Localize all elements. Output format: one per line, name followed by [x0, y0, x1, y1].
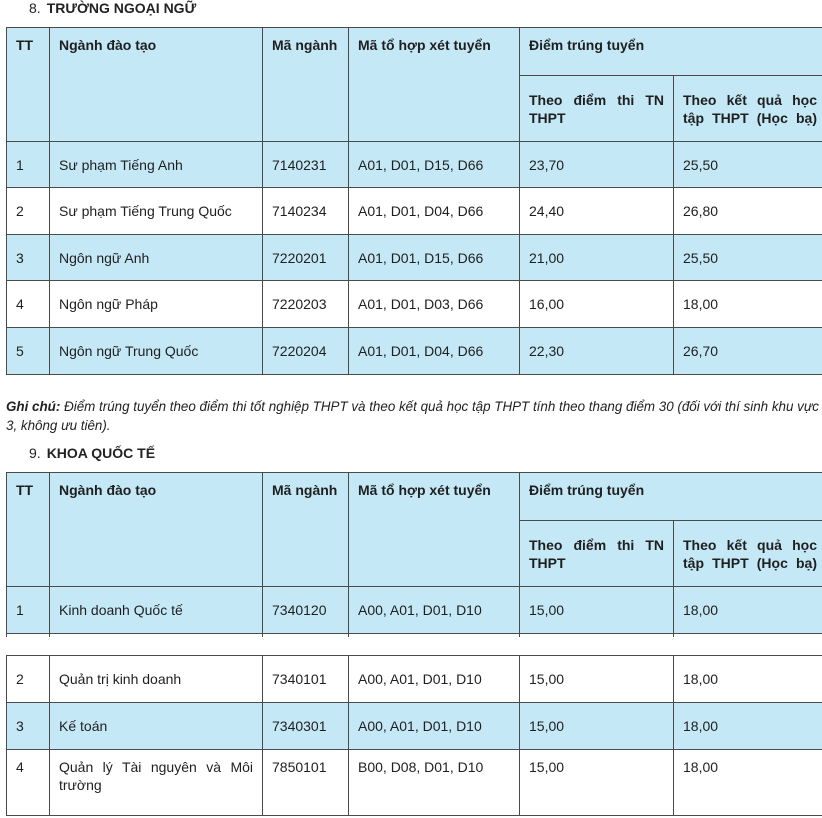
cell-tt: 3	[7, 703, 50, 750]
cell-exam: 15,00	[520, 587, 674, 634]
cell-major: Ngôn ngữ Anh	[50, 235, 263, 281]
cell-combo: A01, D01, D03, D66	[349, 281, 520, 328]
cell-code: 7140234	[263, 188, 349, 235]
cell-tt: 4	[7, 281, 50, 328]
cell-code: 7220204	[263, 328, 349, 375]
section-8-title: TRƯỜNG NGOẠI NGỮ	[46, 0, 197, 16]
cell-combo: B00, D08, D01, D10	[349, 750, 520, 816]
note-paragraph	[6, 397, 822, 435]
cell-combo: A00, A01, D01, D10	[349, 587, 520, 634]
header-combo: Mã tổ hợp xét tuyển	[349, 28, 520, 142]
cell-code: 7340101	[263, 656, 349, 703]
cell-code: 7340120	[263, 587, 349, 634]
cell-tt: 1	[7, 587, 50, 634]
cell-combo: A01, D01, D15, D66	[349, 142, 520, 188]
header-tt: TT	[7, 473, 50, 587]
cell-transcript: 18,00	[674, 656, 822, 703]
table-row	[7, 328, 822, 375]
header-score-exam: Theo điểm thi TN THPT	[520, 521, 674, 587]
section-9-number: 9.	[29, 445, 41, 461]
cell-major: Ngôn ngữ Trung Quốc	[50, 328, 263, 375]
header-score: Điểm trúng tuyển	[520, 473, 822, 521]
table-row	[7, 587, 822, 634]
header-major: Ngành đào tạo	[50, 473, 263, 587]
cell-exam: 16,00	[520, 281, 674, 328]
header-combo: Mã tổ hợp xét tuyển	[349, 473, 520, 587]
cell-exam: 15,00	[520, 750, 674, 816]
header-score: Điểm trúng tuyển	[520, 28, 822, 76]
cell-transcript: 18,00	[674, 281, 822, 328]
cell-combo: A01, D01, D04, D66	[349, 328, 520, 375]
cell-transcript: 25,50	[674, 142, 822, 188]
header-code: Mã ngành	[263, 28, 349, 142]
table-row	[7, 750, 822, 816]
section-8-table	[6, 27, 822, 375]
cell-exam: 23,70	[520, 142, 674, 188]
cell-transcript: 18,00	[674, 587, 822, 634]
table-row	[7, 703, 822, 750]
section-9-title: KHOA QUỐC TẾ	[46, 445, 156, 461]
table-row	[7, 281, 822, 328]
cell-combo: A01, D01, D15, D66	[349, 235, 520, 281]
header-score-transcript: Theo kết quả học tập THPT (Học bạ)	[674, 521, 822, 587]
cell-exam: 22,30	[520, 328, 674, 375]
cell-major: Sư phạm Tiếng Trung Quốc	[50, 188, 263, 235]
section-9-table	[6, 472, 822, 653]
table-row	[7, 142, 822, 188]
cell-tt: 4	[7, 750, 50, 816]
cell-transcript: 25,50	[674, 235, 822, 281]
cell-exam: 15,00	[520, 656, 674, 703]
header-code: Mã ngành	[263, 473, 349, 587]
cell-exam: 24,40	[520, 188, 674, 235]
cell-code: 7850101	[263, 750, 349, 816]
cell-code: 7220203	[263, 281, 349, 328]
header-major: Ngành đào tạo	[50, 28, 263, 142]
cell-transcript: 18,00	[674, 750, 822, 816]
cell-major: Quản trị kinh doanh	[50, 656, 263, 703]
table-row	[7, 188, 822, 235]
header-score-transcript: Theo kết quả học tập THPT (Học bạ)	[674, 76, 822, 142]
cell-code: 7140231	[263, 142, 349, 188]
table-row	[7, 656, 822, 703]
cell-tt: 2	[7, 656, 50, 703]
header-tt: TT	[7, 28, 50, 142]
table-row	[7, 235, 822, 281]
header-score-exam: Theo điểm thi TN THPT	[520, 76, 674, 142]
cell-tt: 3	[7, 235, 50, 281]
note-text: Điểm trúng tuyển theo điểm thi tốt nghiệp THPT và theo kết quả học tập THPT tính theo thang điểm 30 (đối với thí sinh khu vực 3, không ưu tiên).	[6, 399, 820, 433]
cell-major: Quản lý Tài nguyên và Môi trường	[50, 750, 263, 816]
cell-tt: 5	[7, 328, 50, 375]
note-label: Ghi chú:	[6, 399, 61, 414]
cell-code: 7340301	[263, 703, 349, 750]
section-8-number: 8.	[29, 0, 41, 16]
cell-tt: 2	[7, 188, 50, 235]
cell-major: Kinh doanh Quốc tế	[50, 587, 263, 634]
section-9-heading	[29, 445, 155, 461]
cell-exam: 15,00	[520, 703, 674, 750]
cell-major: Ngôn ngữ Pháp	[50, 281, 263, 328]
cell-code: 7220201	[263, 235, 349, 281]
cell-transcript: 26,80	[674, 188, 822, 235]
cell-exam: 21,00	[520, 235, 674, 281]
cell-combo: A00, A01, D01, D10	[349, 656, 520, 703]
section-8-heading	[29, 0, 196, 16]
cell-combo: A00, A01, D01, D10	[349, 703, 520, 750]
cell-major: Kế toán	[50, 703, 263, 750]
section-9-table-continued	[6, 655, 822, 816]
cell-combo: A01, D01, D04, D66	[349, 188, 520, 235]
page-break-gap	[0, 637, 822, 657]
cell-major: Sư phạm Tiếng Anh	[50, 142, 263, 188]
cell-tt: 1	[7, 142, 50, 188]
cell-transcript: 26,70	[674, 328, 822, 375]
cell-transcript: 18,00	[674, 703, 822, 750]
